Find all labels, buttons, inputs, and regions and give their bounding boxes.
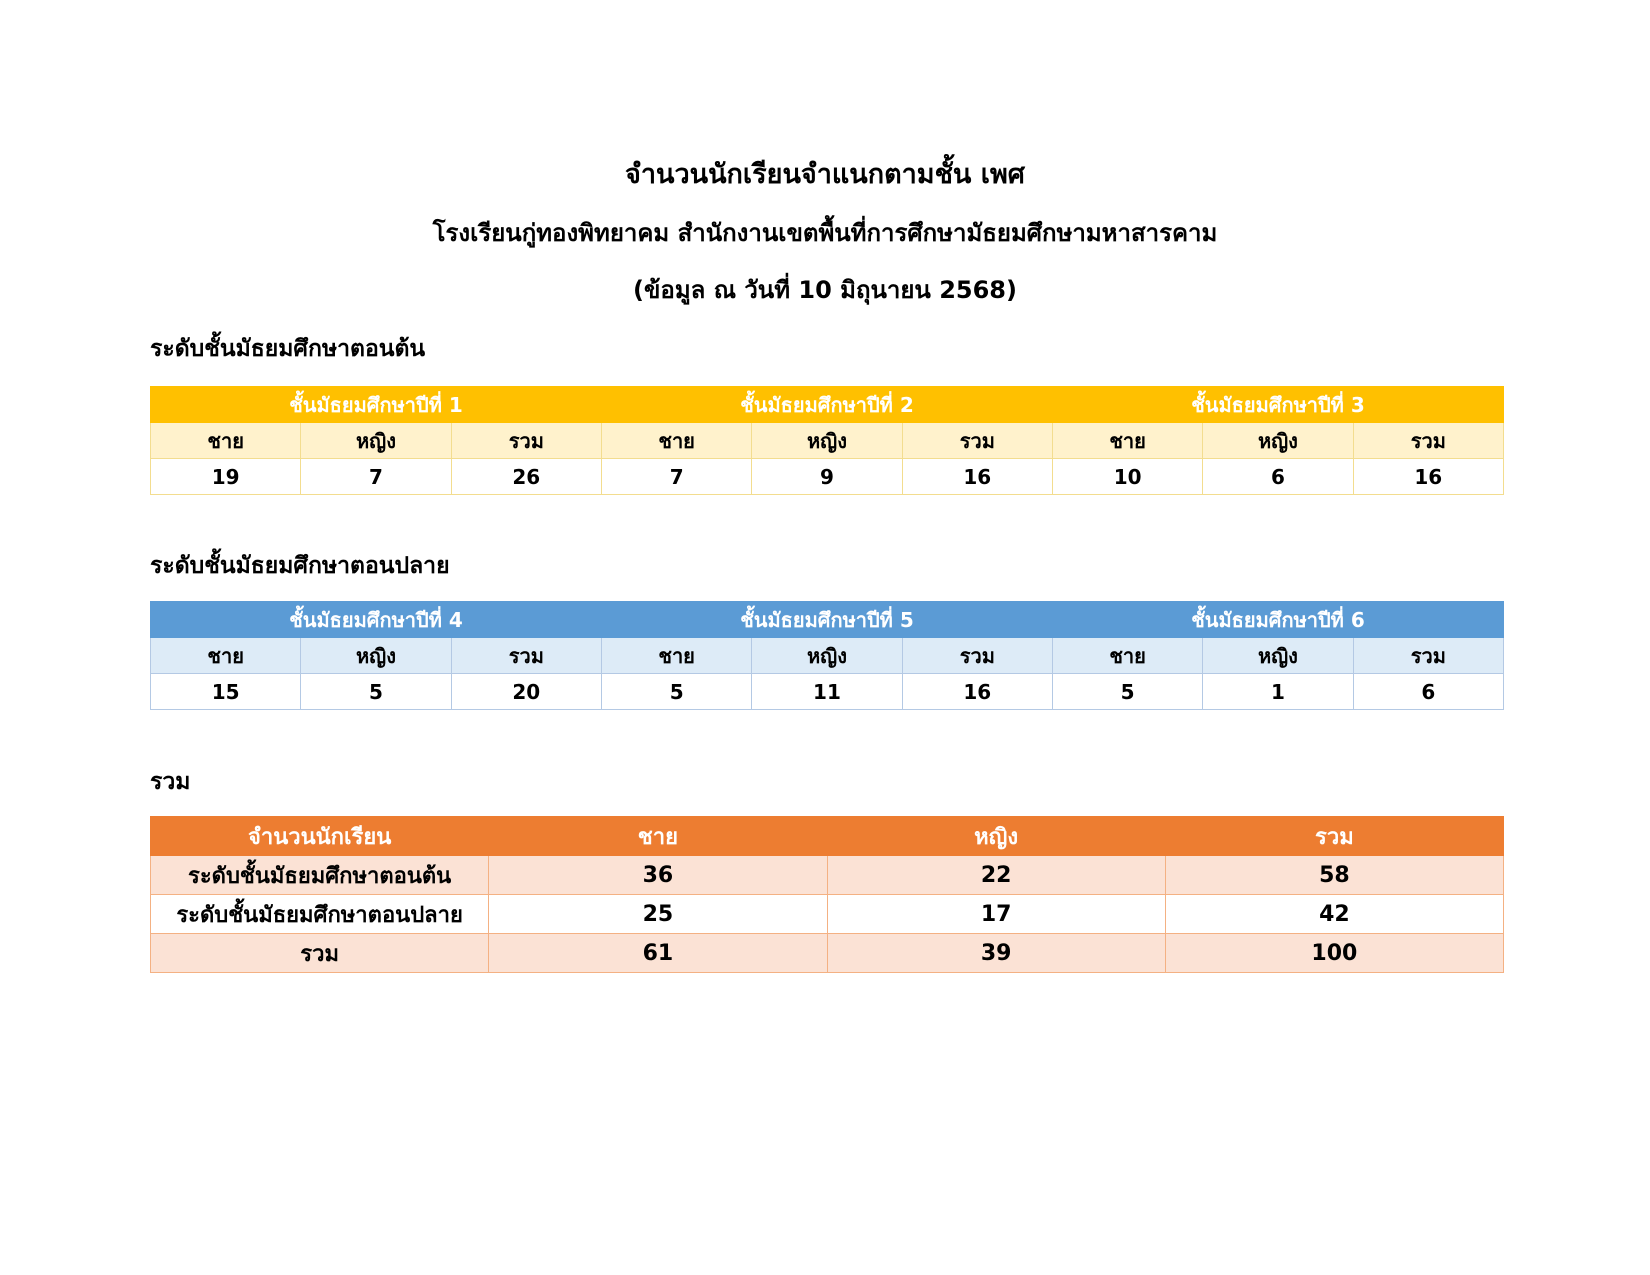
male-count: 5: [1052, 674, 1202, 710]
male-count: 61: [489, 934, 827, 973]
male-count: 10: [1052, 459, 1202, 495]
total-count: 100: [1165, 934, 1503, 973]
male-count: 19: [151, 459, 301, 495]
male-count: 15: [151, 674, 301, 710]
column-header: ชาย: [489, 817, 827, 856]
female-header: หญิง: [301, 638, 451, 674]
upper-secondary-heading: ระดับชั้นมัธยมศึกษาตอนปลาย: [150, 553, 450, 579]
total-count: 16: [1353, 459, 1503, 495]
male-count: 7: [601, 459, 751, 495]
total-header: รวม: [451, 638, 601, 674]
female-header: หญิง: [752, 423, 902, 459]
total-count: 58: [1165, 856, 1503, 895]
summary-header-row: [151, 817, 1504, 856]
table-row: [151, 856, 1504, 895]
upper-secondary-table: [150, 601, 1504, 710]
school-name: โรงเรียนกู่ทองพิทยาคม สำนักงานเขตพื้นที่การศึกษามัธยมศึกษามหาสารคาม: [432, 219, 1218, 247]
count-row: [151, 674, 1504, 710]
column-header: รวม: [1165, 817, 1503, 856]
grade-header-row: [151, 387, 1504, 423]
level-label: ระดับชั้นมัธยมศึกษาตอนต้น: [151, 856, 489, 895]
female-count: 22: [827, 856, 1165, 895]
female-count: 5: [301, 674, 451, 710]
grade-header: ชั้นมัธยมศึกษาปีที่ 1: [151, 387, 602, 423]
lower-secondary-table: [150, 386, 1504, 495]
male-header: ชาย: [151, 423, 301, 459]
female-count: 39: [827, 934, 1165, 973]
female-header: หญิง: [1203, 423, 1353, 459]
table-row: [151, 934, 1504, 973]
total-count: 6: [1353, 674, 1503, 710]
male-header: ชาย: [601, 423, 751, 459]
column-header: จำนวนนักเรียน: [151, 817, 489, 856]
total-count: 16: [902, 459, 1052, 495]
female-count: 7: [301, 459, 451, 495]
page-title: จำนวนนักเรียนจำแนกตามชั้น เพศ: [625, 159, 1025, 190]
summary-table: [150, 816, 1504, 973]
male-header: ชาย: [151, 638, 301, 674]
count-row: [151, 459, 1504, 495]
total-count: 20: [451, 674, 601, 710]
male-count: 5: [601, 674, 751, 710]
female-count: 1: [1203, 674, 1353, 710]
total-header: รวม: [451, 423, 601, 459]
female-count: 17: [827, 895, 1165, 934]
grade-header: ชั้นมัธยมศึกษาปีที่ 6: [1052, 602, 1503, 638]
level-label: ระดับชั้นมัธยมศึกษาตอนปลาย: [151, 895, 489, 934]
total-count: 16: [902, 674, 1052, 710]
female-count: 6: [1203, 459, 1353, 495]
data-date: (ข้อมูล ณ วันที่ 10 มิถุนายน 2568): [633, 276, 1017, 304]
grade-header: ชั้นมัธยมศึกษาปีที่ 5: [601, 602, 1052, 638]
male-header: ชาย: [1052, 638, 1202, 674]
total-header: รวม: [1353, 638, 1503, 674]
female-header: หญิง: [752, 638, 902, 674]
grade-header-row: [151, 602, 1504, 638]
total-header: รวม: [902, 638, 1052, 674]
male-count: 36: [489, 856, 827, 895]
female-header: หญิง: [301, 423, 451, 459]
grade-header: ชั้นมัธยมศึกษาปีที่ 2: [601, 387, 1052, 423]
female-count: 11: [752, 674, 902, 710]
table-row: [151, 895, 1504, 934]
male-count: 25: [489, 895, 827, 934]
total-header: รวม: [902, 423, 1052, 459]
lower-secondary-heading: ระดับชั้นมัธยมศึกษาตอนต้น: [150, 336, 426, 362]
female-header: หญิง: [1203, 638, 1353, 674]
total-header: รวม: [1353, 423, 1503, 459]
summary-heading: รวม: [150, 769, 191, 795]
total-count: 42: [1165, 895, 1503, 934]
grade-header: ชั้นมัธยมศึกษาปีที่ 3: [1052, 387, 1503, 423]
male-header: ชาย: [1052, 423, 1202, 459]
gender-header-row: [151, 423, 1504, 459]
male-header: ชาย: [601, 638, 751, 674]
total-count: 26: [451, 459, 601, 495]
level-label: รวม: [151, 934, 489, 973]
grade-header: ชั้นมัธยมศึกษาปีที่ 4: [151, 602, 602, 638]
column-header: หญิง: [827, 817, 1165, 856]
female-count: 9: [752, 459, 902, 495]
gender-header-row: [151, 638, 1504, 674]
